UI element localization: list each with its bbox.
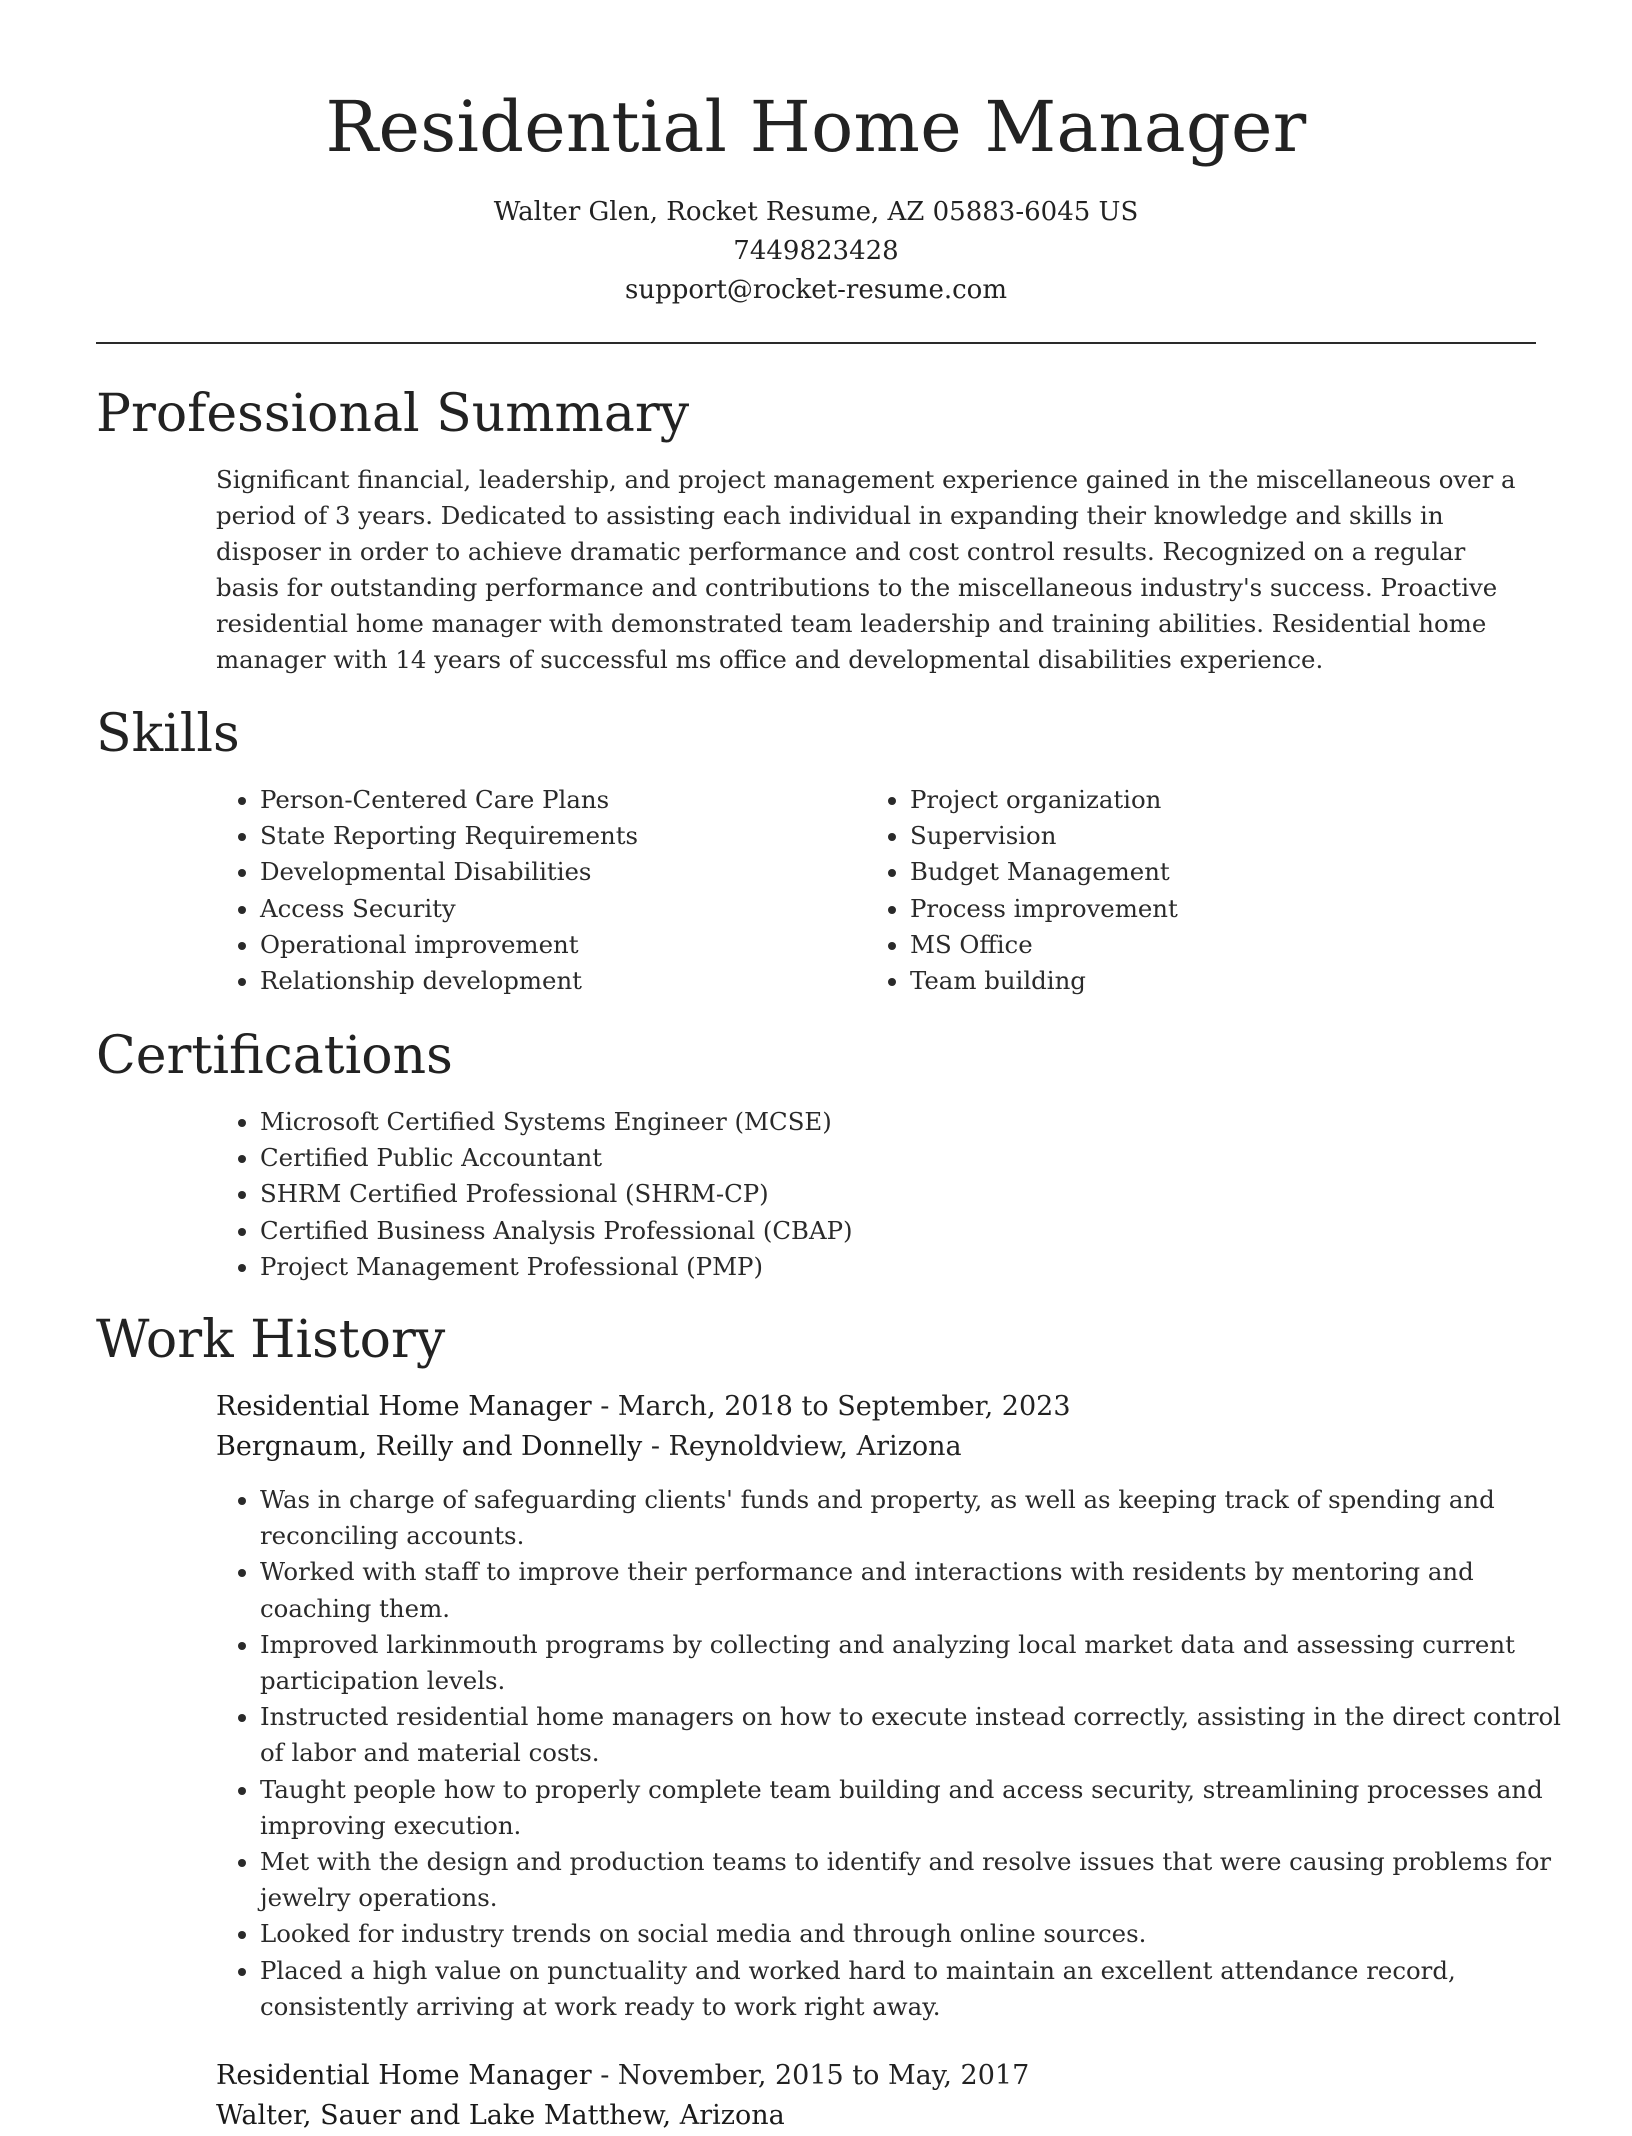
skill-item: • Team building	[910, 963, 1510, 999]
job-bullets	[216, 1482, 1580, 2025]
job-location: - Reynoldview, Arizona	[642, 1431, 962, 1462]
job-bullet: • Improved larkinmouth programs by collecting and analyzing local market data and assessing current participation levels.	[260, 1627, 1580, 1699]
skills-list-left	[216, 782, 820, 999]
skill-item: • Relationship development	[260, 963, 820, 999]
skill-item: • Access Security	[260, 891, 820, 927]
skill-item: • Person-Centered Care Plans	[260, 782, 820, 818]
job-bullet: • Taught people how to properly complete team building and access security, streamlining processes and improving execution.	[260, 1772, 1580, 1844]
certifications-list	[216, 1104, 1460, 1285]
job-bullet: • Instructed residential home managers on how to execute instead correctly, assisting in the direct control of labor and material costs.	[260, 1699, 1580, 1771]
skill-item: • Project organization	[910, 782, 1510, 818]
certification-item: • SHRM Certified Professional (SHRM-CP)	[260, 1176, 1460, 1212]
job-bullet: • Looked for industry trends on social media and through online sources.	[260, 1916, 1580, 1952]
summary-heading: Professional Summary	[96, 384, 690, 444]
skill-item: • Operational improvement	[260, 927, 820, 963]
certification-item: • Certified Public Accountant	[260, 1140, 1460, 1176]
job-company-line	[216, 2096, 785, 2136]
job-bullet: • Met with the design and production teams to identify and resolve issues that were causing problems for jewelry operations.	[260, 1844, 1580, 1916]
job-bullet: • Worked with staff to improve their performance and interactions with residents by mentoring and coaching them.	[260, 1554, 1580, 1626]
job-company: Walter, Sauer and Lake Matthew, Arizona	[216, 2100, 785, 2131]
job-title: Residential Home Manager	[216, 2060, 592, 2091]
job-dates: - November, 2015 to May, 2017	[591, 2060, 1030, 2091]
certifications-heading: Certifications	[96, 1026, 453, 1086]
certification-item: • Microsoft Certified Systems Engineer (MCSE)	[260, 1104, 1460, 1140]
job-dates: - March, 2018 to September, 2023	[591, 1391, 1071, 1422]
resume-title: Residential Home Manager	[325, 86, 1307, 168]
skills-list-right	[866, 782, 1510, 999]
skill-item: • State Reporting Requirements	[260, 818, 820, 854]
contact-email: support@rocket-resume.com	[624, 275, 1007, 305]
certification-item: • Certified Business Analysis Professional (CBAP)	[260, 1213, 1460, 1249]
job-bullet: • Was in charge of safeguarding clients' funds and property, as well as keeping track of spending and reconciling accounts.	[260, 1482, 1580, 1554]
skills-heading: Skills	[96, 704, 240, 764]
skill-item: • Process improvement	[910, 891, 1510, 927]
skill-item: • Budget Management	[910, 854, 1510, 890]
summary-text: Significant financial, leadership, and project management experience gained in the miscellaneous over a period of 3 years. Dedicated to assisting each individual in expanding their knowledge and skills in disposer in order to achieve dramatic performance and cost control results. Recognized on a regular basis for outstanding performance and contributions to the miscellaneous industry's success. Proactive residential home manager with demonstrated team leadership and training abilities. Residential home manager with 14 years of successful ms office and developmental disabilities experience.	[216, 465, 1516, 674]
job-title-line	[216, 2056, 1029, 2096]
job-title-line	[216, 1387, 1071, 1427]
job-bullet: • Placed a high value on punctuality and worked hard to maintain an excellent attendance record, consistently arriving at work ready to work right away.	[260, 1953, 1580, 2025]
skill-item: • Supervision	[910, 818, 1510, 854]
header-divider	[96, 342, 1536, 344]
skill-item: • Developmental Disabilities	[260, 854, 820, 890]
contact-phone: 7449823428	[733, 236, 899, 266]
certification-item: • Project Management Professional (PMP)	[260, 1249, 1460, 1285]
skill-item: • MS Office	[910, 927, 1510, 963]
contact-address: Walter Glen, Rocket Resume, AZ 05883-6045 US	[493, 197, 1139, 227]
contact-block	[0, 193, 1632, 310]
job-title: Residential Home Manager	[216, 1391, 592, 1422]
job-company: Bergnaum, Reilly and Donnelly	[216, 1431, 643, 1462]
work-history-heading: Work History	[96, 1310, 446, 1370]
job-company-line	[216, 1427, 962, 1467]
